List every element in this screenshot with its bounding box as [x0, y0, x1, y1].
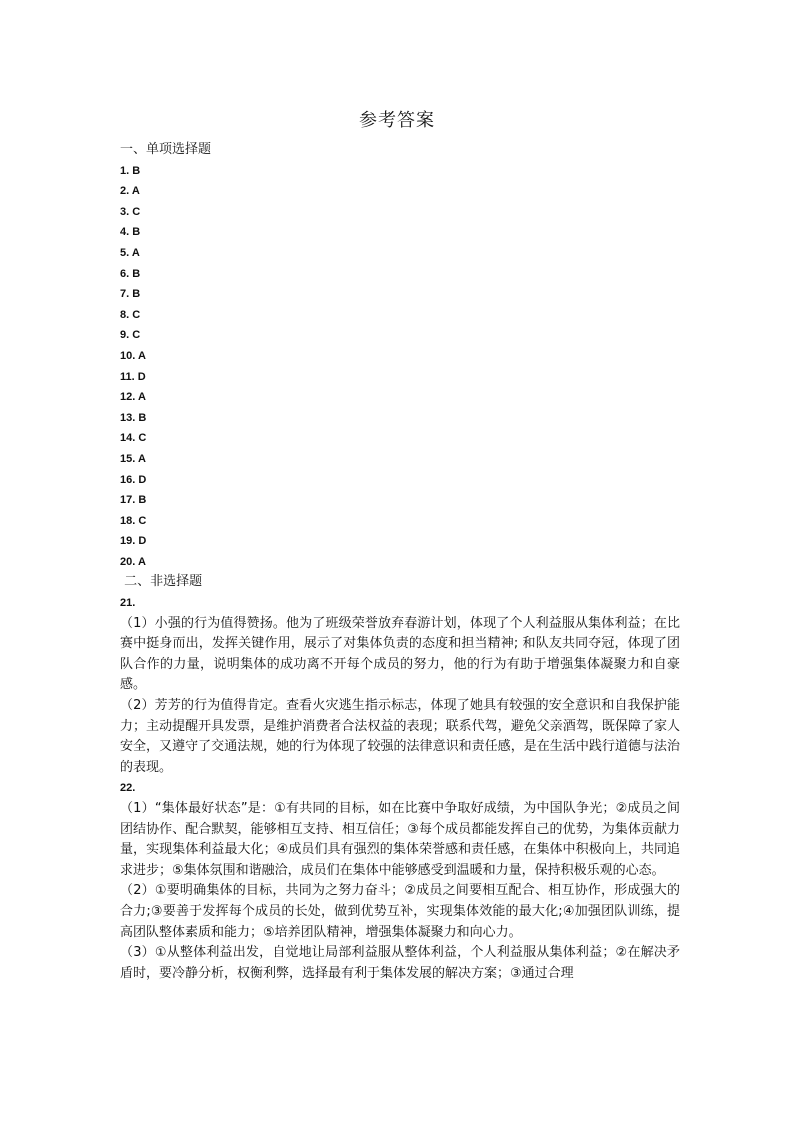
document-body [120, 140, 680, 984]
section-heading-choice: 一、单项选择题 [120, 142, 212, 157]
answer-paragraph: （2）芳芳的行为值得肯定。查看火灾逃生指示标志，体现了她具有较强的安全意识和自我保护能力；主动提醒开具发票，是维护消费者合法权益的表现；联系代驾，避免父亲酒驾，既保障了家人安全，又遵守了交通法规，她的行为体现了较强的法律意识和责任感，是在生活中践行道德与法治的表现。 [120, 698, 680, 775]
answer-paragraph: （1）小强的行为值得赞扬。他为了班级荣誉放弃春游计划，体现了个人利益服从集体利益；在比赛中挺身而出，发挥关键作用，展示了对集体负责的态度和担当精神; 和队友共同夺冠，体现了团队合作的力量，说明集体的成功离不开每个成员的努力，他的行为有助于增强集体凝聚力和自豪感。 [120, 615, 680, 693]
answer-item: 15. A [120, 452, 146, 465]
answer-item: 10. A [120, 349, 146, 362]
answer-item: 11. D [120, 370, 146, 383]
answer-paragraph: （2）①要明确集体的目标，共同为之努力奋斗；②成员之间要相互配合、相互协作，形成强大的合力;③要善于发挥每个成员的长处，做到优势互补，实现集体效能的最大化;④加强团队训练，提高团队整体素质和能力；⑤培养团队精神，增强集体凝聚力和向心力。 [120, 883, 680, 940]
page-title: 参考答案 [359, 110, 435, 131]
answer-item: 1. B [120, 164, 141, 177]
answer-item: 7. B [120, 288, 141, 301]
answer-item: 4. B [120, 226, 141, 239]
answer-item: 3. C [120, 205, 141, 218]
answer-item: 6. B [120, 267, 141, 280]
question-number-21: 21. [120, 597, 136, 610]
answer-item: 20. A [120, 555, 146, 568]
answer-paragraph: （1）“集体最好状态”是：①有共同的目标，如在比赛中争取好成绩，为中国队争光；②成员之间团结协作、配合默契，能够相互支持、相互信任；③每个成员都能发挥自己的优势，为集体贡献力量，实现集体利益最大化；④成员们具有强烈的集体荣誉感和责任感，在集体中积极向上，共同追求进步；⑤集体氛围和谐融洽，成员们在集体中能够感受到温暖和力量，保持积极乐观的心态。 [120, 801, 680, 878]
answer-item: 16. D [120, 473, 147, 486]
answer-list [120, 161, 680, 573]
answer-item: 13. B [120, 411, 147, 424]
answer-item: 18. C [120, 514, 147, 527]
answer-item: 14. C [120, 432, 147, 445]
answer-item: 9. C [120, 329, 141, 342]
answer-item: 8. C [120, 308, 141, 321]
question-number-22: 22. [120, 782, 136, 795]
answer-item: 12. A [120, 391, 146, 404]
answer-item: 2. A [120, 185, 140, 198]
answer-item: 17. B [120, 494, 147, 507]
section-heading-non-choice: 二、非选择题 [120, 574, 203, 590]
answer-item: 5. A [120, 246, 140, 259]
answer-paragraph: （3）①从整体利益出发，自觉地让局部利益服从整体利益，个人利益服从集体利益；②在解决矛盾时，要冷静分析，权衡利弊，选择最有利于集体发展的解决方案；③通过合理 [120, 945, 680, 981]
answer-item: 19. D [120, 535, 147, 548]
